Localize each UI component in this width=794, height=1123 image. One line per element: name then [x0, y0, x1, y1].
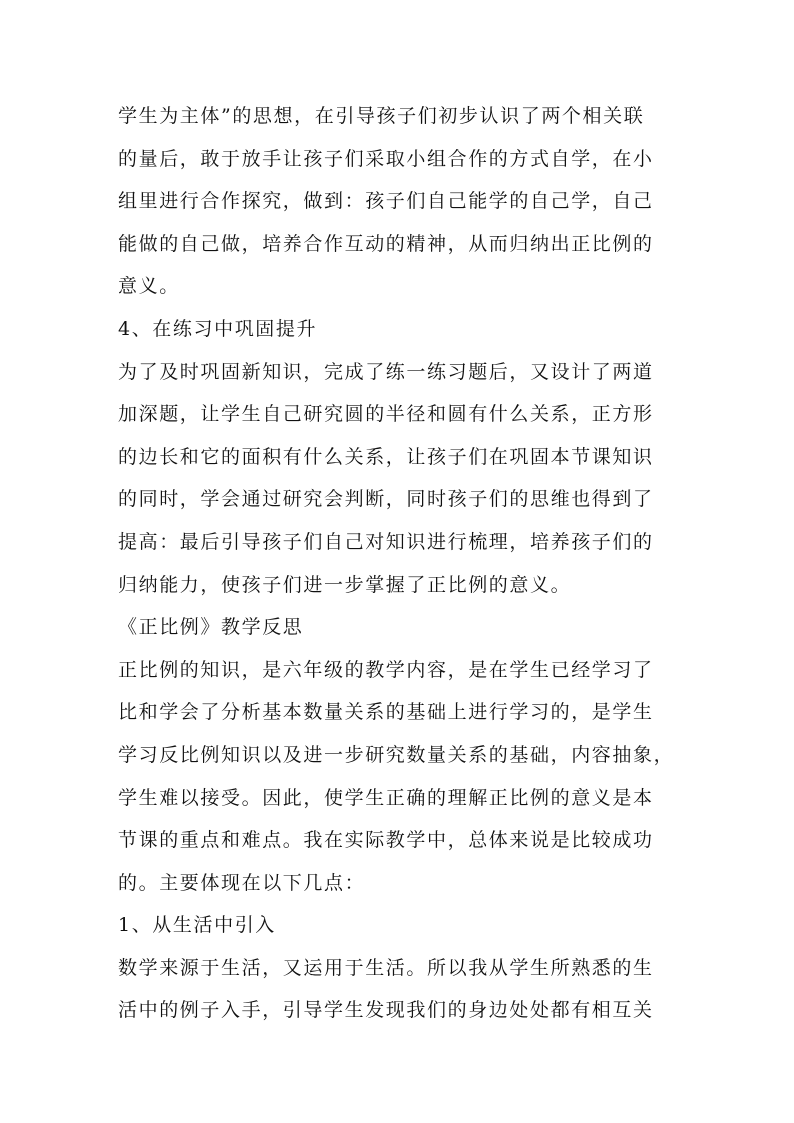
body-line: 的量后，敢于放手让孩子们采取小组合作的方式自学，在小 — [118, 147, 654, 170]
body-line: 节课的重点和难点。我在实际教学中，总体来说是比较成功 — [118, 829, 654, 852]
body-line: 组里进行合作探究，做到：孩子们自己能学的自己学，自己 — [118, 190, 654, 213]
body-line: 活中的例子入手，引导学生发现我们的身边处处都有相互关 — [118, 999, 654, 1022]
body-line: 的边长和它的面积有什么关系，让孩子们在巩固本节课知识 — [118, 445, 654, 468]
body-line: 学习反比例知识以及进一步研究数量关系的基础，内容抽象， — [118, 743, 675, 766]
body-line: 学生为主体”的思想，在引导孩子们初步认识了两个相关联 — [118, 105, 645, 127]
body-line: 为了及时巩固新知识，完成了练一练习题后，又设计了两道 — [118, 360, 654, 383]
document-body — [118, 95, 678, 1032]
body-line: 的同时，学会通过研究会判断，同时孩子们的思维也得到了 — [118, 488, 654, 511]
body-line: 能做的自己做，培养合作互动的精神，从而归纳出正比例的 — [118, 232, 654, 255]
body-line: 加深题，让学生自己研究圆的半径和圆有什么关系，正方形 — [118, 403, 654, 426]
body-line: 意义。 — [118, 275, 180, 298]
body-line: 的。主要体现在以下几点： — [118, 871, 366, 894]
body-line: 提高：最后引导孩子们自己对知识进行梳理，培养孩子们的 — [118, 530, 654, 553]
body-line: 正比例的知识，是六年级的教学内容，是在学生已经学习了 — [118, 658, 654, 681]
body-line: 比和学会了分析基本数量关系的基础上进行学习的，是学生 — [118, 701, 654, 724]
body-line: 学生难以接受。因此，使学生正确的理解正比例的意义是本 — [118, 786, 654, 809]
section-heading: 4、在练习中巩固提升 — [118, 317, 318, 340]
body-line: 归纳能力，使孩子们进一步掌握了正比例的意义。 — [118, 573, 572, 596]
section-heading: 1、从生活中引入 — [118, 914, 276, 937]
body-line: 数学来源于生活，又运用于生活。所以我从学生所熟悉的生 — [118, 956, 654, 979]
document-title: 《正比例》教学反思 — [118, 616, 304, 639]
